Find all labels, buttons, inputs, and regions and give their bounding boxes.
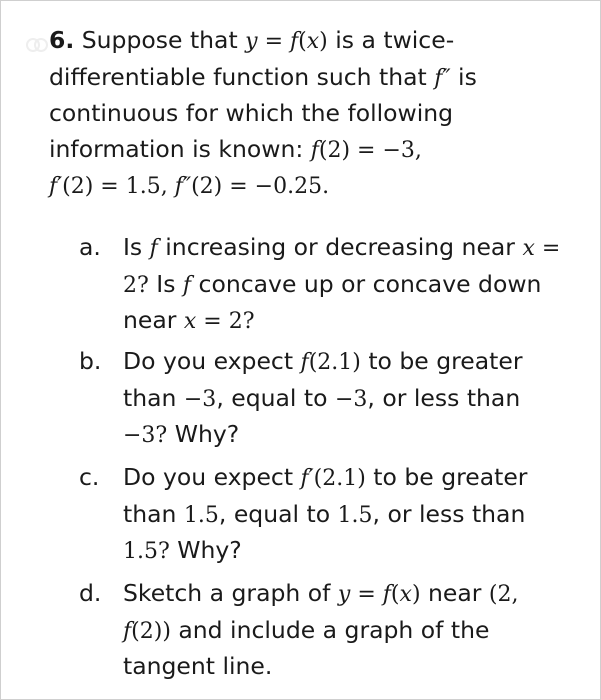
part-letter: c. [79, 463, 100, 491]
math: = 2? [123, 236, 561, 298]
math: x [522, 236, 535, 261]
text: and include a graph of the tangent line. [123, 615, 490, 680]
text: is a twice-differentiable function such that [49, 26, 455, 91]
text: Do you expect [123, 347, 301, 375]
text: to be greater than [123, 347, 523, 412]
text: , equal to [216, 383, 335, 412]
math: x [183, 309, 197, 334]
text: to be greater than [123, 463, 528, 528]
math: = [257, 29, 290, 54]
math: (2.1) [308, 350, 361, 375]
math: x [306, 29, 320, 54]
part-letter: d. [79, 579, 102, 607]
math: f [149, 236, 158, 261]
math: 1.5 [183, 502, 219, 528]
problem-number: 6. [49, 26, 75, 54]
math: f [310, 137, 319, 163]
text: increasing or decreasing near [157, 233, 523, 261]
math: f″ [434, 65, 451, 91]
math: (2) = −0.25. [191, 174, 330, 199]
part-letter: b. [79, 347, 102, 375]
math: y [337, 582, 351, 607]
math: = [350, 582, 383, 607]
math: f′ [49, 174, 63, 199]
text: , or less than [367, 383, 521, 412]
math: ) [411, 582, 421, 607]
math: ( [390, 582, 400, 607]
text: Suppose that [74, 26, 246, 54]
math: ) [319, 29, 328, 54]
math: f″ [174, 174, 192, 199]
text: Why? [169, 536, 242, 564]
part-letter: a. [79, 233, 101, 261]
text: is continuous for which the following information is known: [49, 62, 477, 163]
math: −3? [123, 423, 168, 448]
math: f [300, 350, 309, 375]
part-text [123, 344, 563, 454]
text: , or less than [372, 499, 526, 528]
text: Is [148, 269, 183, 298]
math: −3 [334, 386, 368, 412]
math: ( [298, 29, 307, 54]
text: Is [123, 233, 150, 261]
math: f [382, 582, 391, 607]
text: , equal to [218, 499, 338, 528]
math: 1.5 [337, 502, 373, 528]
math: (2)) [131, 618, 171, 644]
math: (2) = 1.5, [62, 174, 175, 199]
math: f [123, 618, 132, 644]
watermark-logo-icon [23, 31, 51, 59]
math: (2.1) [313, 466, 366, 491]
problem-statement [49, 23, 584, 205]
math: x [399, 582, 412, 607]
math: 1.5? [123, 539, 170, 564]
math: (2, [488, 582, 519, 607]
text: Why? [167, 420, 240, 448]
math: f [290, 29, 299, 54]
text: Sketch a graph of [123, 579, 338, 607]
part-text [123, 460, 563, 570]
part-text [123, 230, 563, 340]
math: −3 [183, 386, 217, 412]
math: = 2? [196, 309, 255, 334]
text: near [420, 579, 489, 607]
text: Do you expect [123, 463, 301, 491]
math: f′ [300, 466, 314, 491]
part-text [123, 576, 563, 684]
text: concave up or concave down near [123, 269, 542, 334]
math: f [182, 272, 192, 298]
math: y [245, 29, 258, 54]
math: (2) = −3, [318, 137, 422, 163]
